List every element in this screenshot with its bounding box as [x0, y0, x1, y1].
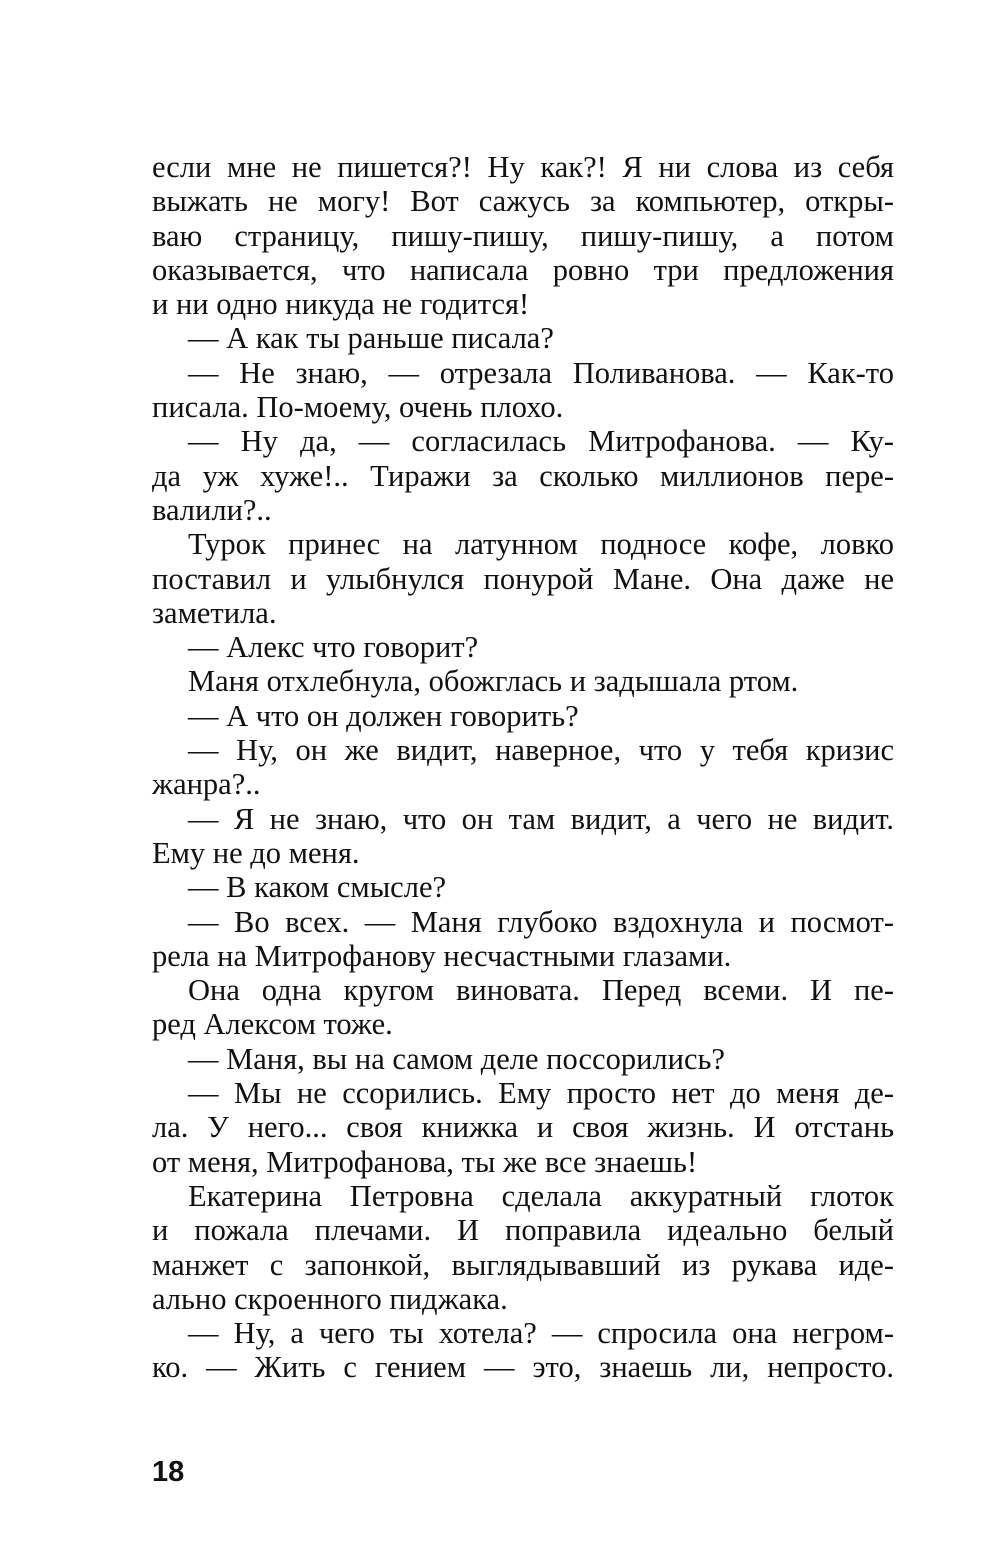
text-line: выжать не могу! Вот сажусь за компьютер, откры- — [152, 184, 894, 219]
text-line: поставил и улыбнулся понурой Мане. Она даже не — [152, 561, 894, 596]
text-line: заметила. — [152, 595, 277, 630]
text-line: и ни одно никуда не годится! — [152, 287, 530, 322]
text-line: Маня отхлебнула, обожглась и задышала ртом. — [188, 664, 799, 699]
text-line: оказывается, что написала ровно три предложения — [152, 252, 894, 287]
text-line: Турок принес на латунном подносе кофе, ловко — [188, 527, 894, 562]
text-line: Екатерина Петровна сделала аккуратный глоток — [188, 1178, 894, 1213]
text-line: — Алекс что говорит? — [188, 630, 479, 665]
text-line: — А что он должен говорить? — [188, 698, 579, 733]
text-line: — Я не знаю, что он там видит, а чего не видит. — [188, 801, 894, 836]
text-line: — Ну, он же видит, наверное, что у тебя кризис — [188, 733, 894, 768]
text-line: — В каком смысле? — [188, 870, 447, 905]
text-line: ваю страницу, пишу-пишу, пишу-пишу, а потом — [152, 218, 894, 253]
text-line: жанра?.. — [152, 767, 261, 802]
text-line: если мне не пишется?! Ну как?! Я ни слова из себя — [152, 150, 894, 184]
text-line: от меня, Митрофанова, ты же все знаешь! — [152, 1144, 698, 1179]
text-line: — Мы не ссорились. Ему просто нет до меня де- — [188, 1076, 894, 1111]
text-line: ла. У него... своя книжка и своя жизнь. И отстань — [152, 1110, 894, 1145]
text-line: — Ну да, — согласилась Митрофанова. — Ку- — [188, 424, 894, 459]
text-line: да уж хуже!.. Тиражи за сколько миллионов пере- — [152, 458, 894, 493]
body-text — [152, 150, 894, 1385]
text-line: валили?.. — [152, 492, 272, 527]
text-line: — Во всех. — Маня глубоко вздохнула и посмот- — [188, 904, 894, 939]
text-line: ред Алексом тоже. — [152, 1007, 393, 1042]
text-line: Она одна кругом виновата. Перед всеми. И пе- — [188, 973, 894, 1008]
text-line: — Ну, а чего ты хотела? — спросила она негром- — [188, 1316, 894, 1351]
text-line: ально скроенного пиджака. — [152, 1281, 508, 1316]
text-line: — А как ты раньше писала? — [188, 321, 554, 356]
text-line: манжет с запонкой, выглядывавший из рукава иде- — [152, 1247, 894, 1282]
text-line: Ему не до меня. — [152, 835, 360, 870]
text-line: рела на Митрофанову несчастными глазами. — [152, 938, 732, 973]
text-line: — Маня, вы на самом деле поссорились? — [188, 1041, 725, 1076]
text-line: писала. По-моему, очень плохо. — [152, 390, 564, 425]
text-line: и пожала плечами. И поправила идеально белый — [152, 1213, 894, 1248]
page-number: 18 — [152, 1456, 185, 1488]
text-line: — Не знаю, — отрезала Поливанова. — Как-то — [188, 355, 894, 390]
text-line: ко. — Жить с гением — это, знаешь ли, непросто. — [152, 1350, 894, 1385]
